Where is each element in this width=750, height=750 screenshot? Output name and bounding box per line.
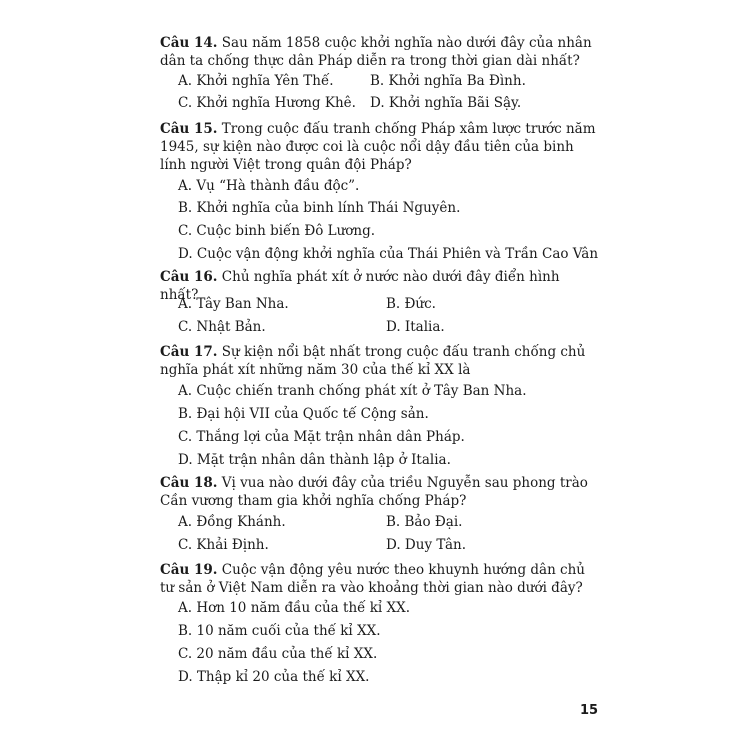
option-a: A. Cuộc chiến tranh chống phát xít ở Tây Ban Nha. <box>178 383 527 399</box>
option-d: D. Italia. <box>386 319 445 335</box>
page-number: 15 <box>580 703 599 718</box>
option-b: B. Khởi nghĩa của binh lính Thái Nguyên. <box>178 200 461 216</box>
option-c: C. Khởi nghĩa Hương Khê. <box>178 95 356 111</box>
question-label: Câu 16. <box>160 269 218 285</box>
question-14 <box>160 34 600 70</box>
question-text: Cuộc vận động yêu nước theo khuynh hướng dân chủ tư sản ở Việt Nam diễn ra vào khoảng thời gian nào dưới đây? <box>160 562 586 596</box>
question-label: Câu 14. <box>160 35 218 51</box>
option-d: D. Duy Tân. <box>386 537 467 553</box>
question-stem <box>160 34 600 70</box>
option-a: A. Hơn 10 năm đầu của thế kỉ XX. <box>178 600 411 616</box>
question-text: Vị vua nào dưới đây của triều Nguyễn sau phong trào Cần vương tham gia khởi nghĩa chống Pháp? <box>160 475 588 509</box>
question-15 <box>160 120 600 174</box>
question-stem <box>160 120 600 174</box>
option-a: A. Khởi nghĩa Yên Thế. <box>178 73 334 89</box>
question-18 <box>160 474 600 510</box>
question-label: Câu 15. <box>160 121 218 137</box>
question-label: Câu 17. <box>160 344 218 360</box>
question-stem <box>160 561 600 597</box>
option-d: D. Mặt trận nhân dân thành lập ở Italia. <box>178 452 451 468</box>
option-c: C. Cuộc binh biến Đô Lương. <box>178 223 376 239</box>
question-label: Câu 19. <box>160 562 218 578</box>
question-stem <box>160 474 600 510</box>
option-b: B. Đại hội VII của Quốc tế Cộng sản. <box>178 406 429 422</box>
option-a: A. Vụ “Hà thành đầu độc”. <box>178 178 360 194</box>
option-d: D. Thập kỉ 20 của thế kỉ XX. <box>178 669 370 685</box>
question-19 <box>160 561 600 597</box>
option-b: B. Bảo Đại. <box>386 514 463 530</box>
question-text: Chủ nghĩa phát xít ở nước nào dưới đây điển hình nhất? <box>160 269 560 303</box>
question-stem <box>160 343 600 379</box>
option-b: B. Khởi nghĩa Ba Đình. <box>370 73 526 89</box>
option-a: A. Đồng Khánh. <box>178 514 286 530</box>
question-text: Trong cuộc đấu tranh chống Pháp xâm lược trước năm 1945, sự kiện nào được coi là cuộc nổi dậy đầu tiên của binh lính người Việt trong quân đội Pháp? <box>160 121 596 173</box>
option-c: C. Nhật Bản. <box>178 319 266 335</box>
option-d: D. Khởi nghĩa Bãi Sậy. <box>370 95 522 111</box>
option-b: B. 10 năm cuối của thế kỉ XX. <box>178 623 381 639</box>
option-d: D. Cuộc vận động khởi nghĩa của Thái Phiên và Trần Cao Vân <box>178 246 599 262</box>
question-label: Câu 18. <box>160 475 218 491</box>
question-text: Sau năm 1858 cuộc khởi nghĩa nào dưới đây của nhân dân ta chống thực dân Pháp diễn ra trong thời gian dài nhất? <box>160 35 592 69</box>
option-c: C. 20 năm đầu của thế kỉ XX. <box>178 646 378 662</box>
option-c: C. Thắng lợi của Mặt trận nhân dân Pháp. <box>178 429 465 445</box>
option-a: A. Tây Ban Nha. <box>178 296 289 312</box>
option-c: C. Khải Định. <box>178 537 269 553</box>
question-17 <box>160 343 600 379</box>
option-b: B. Đức. <box>386 296 436 312</box>
question-text: Sự kiện nổi bật nhất trong cuộc đấu tranh chống chủ nghĩa phát xít những năm 30 của thế kỉ XX là <box>160 344 586 378</box>
